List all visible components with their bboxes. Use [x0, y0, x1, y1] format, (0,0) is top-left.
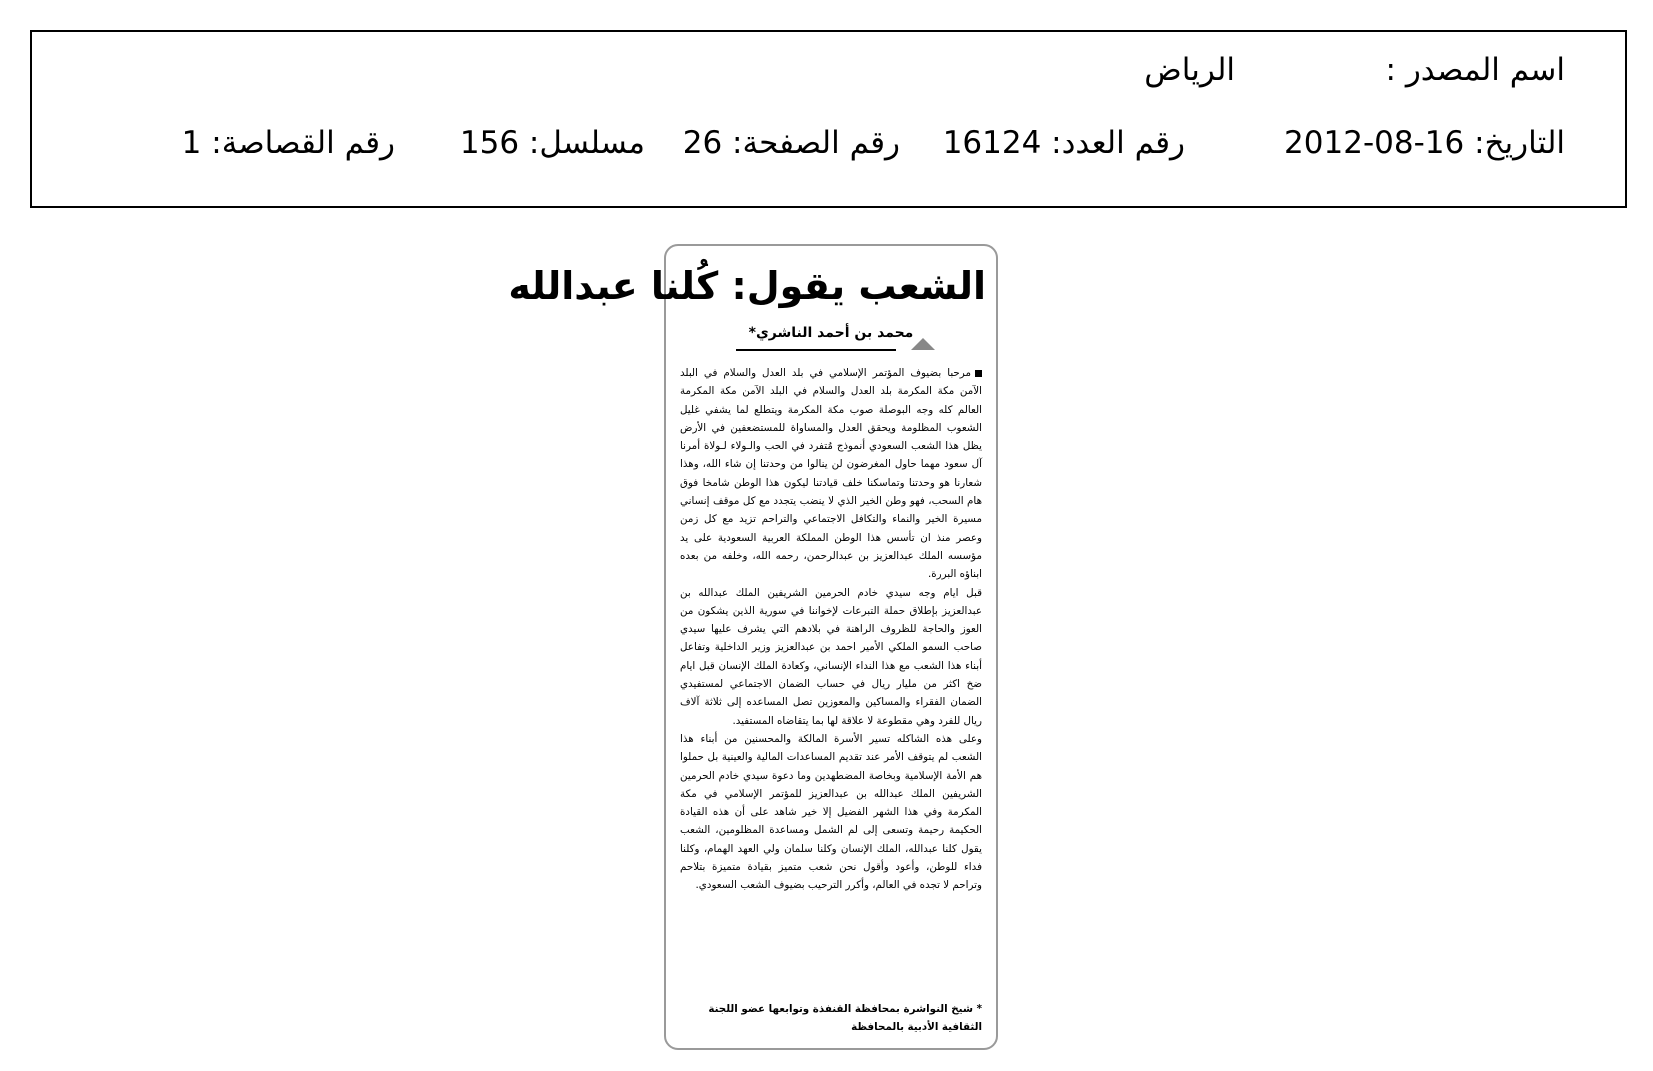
page-number-field: رقم الصفحة: 26 — [682, 125, 900, 161]
date-field: التاريخ: 16-08-2012 — [1284, 125, 1565, 161]
article-headline: الشعب يقول: كُلنا عبدالله — [508, 264, 986, 308]
newspaper-clipping — [508, 244, 998, 1050]
article-paragraph — [680, 364, 982, 584]
source-info-box — [30, 30, 1627, 208]
article-body — [680, 364, 982, 895]
serial-field: مسلسل: 156 — [459, 125, 645, 161]
meta-row — [92, 125, 1565, 175]
byline-divider — [736, 349, 896, 351]
clip-number-field: رقم القصاصة: 1 — [181, 125, 395, 161]
byline-triangle-icon — [911, 338, 935, 350]
paragraph-text: مرحبا بضيوف المؤتمر الإسلامي في بلد العدل والسلام في البلد الآمن مكة المكرمة بلد العدل والسلام في البلد الآمن مكة المكرمة العالم كله وجه البوصلة صوب مكة المكرمة ويتطلع لما يشفي غليل الشعوب المظلومة ويحقق العدل والمساواة للمستضعفين في الأرض يظل هذا الشعب السعودي أنموذج مُتفرد في الحب والـولاء لـولاة أمرنا آل سعود مهما حاول المغرضون لن ينالوا من وحدتنا إن شاء الله، وهذا شعارنا هو وحدتنا وتماسكنا خلف قيادتنا ليكون هذا الوطن شامخا فوق هام السحب، فهو وطن الخير الذي لا ينضب يتجدد مع كل موقف إنساني مسيرة الخير والنماء والتكافل الاجتماعي والتراحم تزيد مع كل زمن وعصر منذ ان تأسس هذا الوطن المملكة العربية السعودية على يد مؤسسه الملك عبدالعزيز بن عبدالرحمن، رحمه الله، وخلفه من بعده ابناؤه البررة. — [680, 367, 982, 581]
source-value: الرياض — [1144, 52, 1235, 88]
article-paragraph: قبل ايام وجه سيدي خادم الحرمين الشريفين الملك عبدالله بن عبدالعزيز بإطلاق حملة التبرعات لإخواننا في سورية الذين يشكون من العوز والحاجة للظروف الراهنة في بلادهم التي يشرف عليها سيدي صاحب السمو الملكي الأمير احمد بن عبدالعزيز وزير الداخلية وتفاعل أبناء هذا الشعب مع هذا النداء الإنساني، وكعادة الملك الإنسان قبل ايام ضخ اكثر من مليار ريال في حساب الضمان الاجتماعي لمستفيدي الضمان الفقراء والمساكين والمعوزين تصل المساعده إلى ثلاثة آلاف ريال للفرد وهي مقطوعة لا علاقة لها بما يتقاضاه المستفيد. — [680, 586, 982, 727]
source-label: اسم المصدر : — [1385, 52, 1565, 88]
author-footnote: * شيخ النواشرة بمحافظة القنفذة وتوابعها عضو اللجنة الثقافية الأدبية بالمحافظة — [708, 1003, 982, 1033]
issue-number-field: رقم العدد: 16124 — [942, 125, 1185, 161]
article-byline: محمد بن أحمد الناشري* — [748, 325, 914, 341]
bullet-square-icon — [975, 370, 982, 377]
source-row — [92, 52, 1565, 102]
article-paragraph: وعلى هذه الشاكله تسير الأسرة المالكة والمحسنين من أبناء هذا الشعب لم يتوقف الأمر عند تقديم المساعدات المالية والعينية بل حملوا هم الأمة الإسلامية وبخاصة المضطهدين وما دعوة سيدي خادم الحرمين الشريفين الملك عبدالله بن عبدالعزيز للمؤتمر الإسلامي في مكة المكرمة وفي هذا الشهر الفضيل إلا خير شاهد على أن هذه القيادة الحكيمة رحيمة وتسعى إلى لم الشمل ومساعدة المظلومين، الشعب يقول كلنا عبدالله، الملك الإنسان وكلنا سلمان ولي العهد الهمام، وكلنا فداء للوطن، وأعود وأقول نحن شعب متميز بقيادة متميزة بتلاحم وتراحم لا تجده في العالم، وأكرر الترحيب بضيوف الشعب السعودي. — [680, 732, 982, 892]
